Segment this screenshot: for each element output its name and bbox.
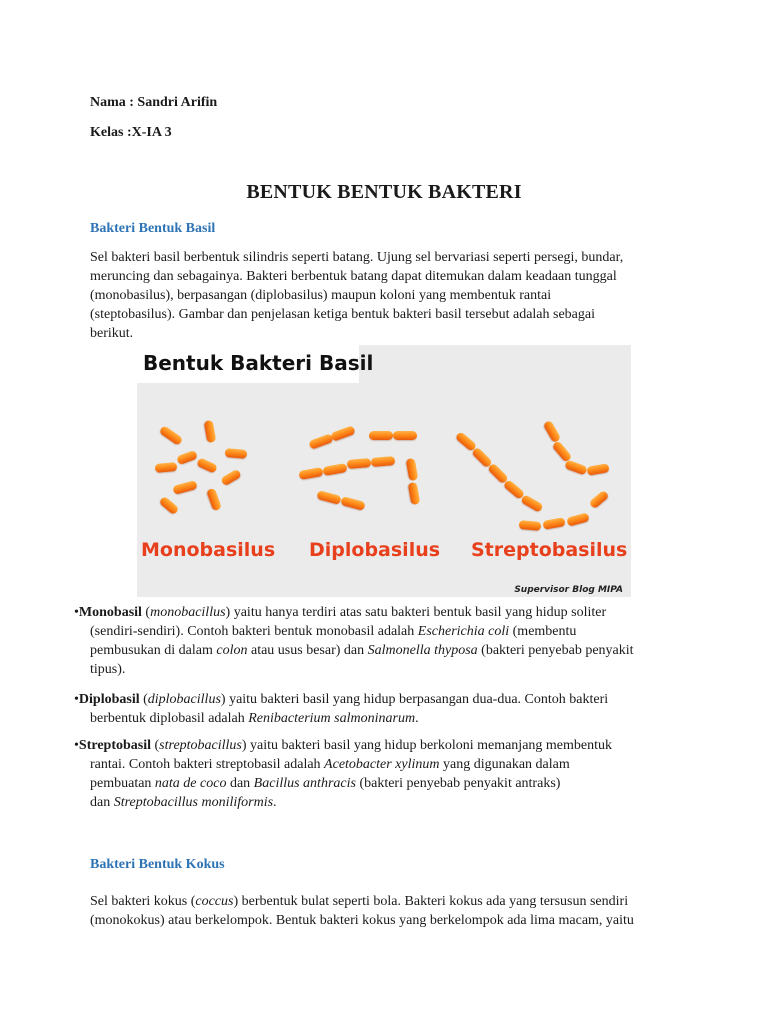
bacterium-rod <box>347 458 372 469</box>
bacterium-rod <box>369 431 393 440</box>
latin-streptobacillus: streptobacillus <box>159 738 242 753</box>
text-span: Sel bakteri kokus ( <box>90 894 196 909</box>
text-span: ) yaitu bakteri basil yang hidup berpasangan dua-dua. Contoh bakteri <box>220 692 609 707</box>
section-heading-kokus: Bakteri Bentuk Kokus <box>90 857 225 872</box>
example-name: Renibacterium salmoninarum <box>248 711 416 726</box>
example-name: Bacillus anthracis <box>253 776 356 791</box>
text-span: pembusukan di dalam <box>90 643 217 658</box>
example-name: Escherichia coli <box>417 624 510 639</box>
bacterium-rod <box>298 467 323 480</box>
bacterium-rod <box>371 456 396 467</box>
text-span: (bakteri penyebab penyakit <box>477 643 634 658</box>
bacterium-rod <box>330 425 356 442</box>
latin-monobacillus: monobacillus <box>150 605 226 620</box>
label-monobasilus: Monobasilus <box>141 539 276 561</box>
figure-credit: Supervisor Blog MIPA <box>514 585 623 595</box>
student-class: Kelas :X-IA 3 <box>90 125 172 140</box>
bacterium-rod <box>543 420 562 444</box>
bacterium-rod <box>551 440 572 463</box>
page-title: BENTUK BENTUK BAKTERI <box>246 181 522 203</box>
bullet-streptobasil: •Streptobasil (streptobacillus) yaitu bakteri basil yang hidup berkoloni memanjang membentuk rantai. Contoh bakteri streptobasil adalah Acetobacter xylinum yang digunakan dalam pembuatan nata de coco dan Bacillus anthracis (bakteri penyebab penyakit antraks) dan Streptobacillus moniliformis. <box>74 738 613 810</box>
bacterium-rod <box>155 462 178 473</box>
bacterium-rod <box>220 469 242 487</box>
paragraph-line: meruncing dan sebagainya. Bakteri berbentuk batang dapat ditemukan dalam keadaan tunggal <box>90 269 617 284</box>
bacterium-rod <box>158 496 179 516</box>
term-colon: colon <box>216 643 248 658</box>
text-span: dan <box>90 795 114 810</box>
bacterium-rod <box>519 520 542 531</box>
paragraph-line: (monokokus) atau berkelompok. Bentuk bakteri kokus yang berkelompok ada lima macam, yaitu <box>90 913 634 928</box>
bullet-monobasil: •Monobasil (monobacillus) yaitu hanya terdiri atas satu bakteri bentuk basil yang hidup soliter (sendiri-sendiri). Contoh bakteri bentuk monobasil adalah Escherichia coli (membentu pembusukan di dalam colon atau usus besar) dan Salmonella thyposa (bakteri penyebab penyakit tipus). <box>74 603 684 679</box>
bacterium-rod <box>408 482 421 505</box>
paragraph-kokus <box>90 892 680 930</box>
student-name: Nama : Sandri Arifin <box>90 95 218 110</box>
bacterium-rod <box>176 450 198 465</box>
paragraph-line: berikut. <box>90 326 134 341</box>
text-span: rantai. Contoh bakteri streptobasil adalah <box>90 757 325 772</box>
text-span: dan <box>226 776 254 791</box>
text-span: ) yaitu bakteri basil yang hidup berkoloni memanjang membentuk <box>241 738 613 753</box>
label-diplobasilus: Diplobasilus <box>309 539 441 561</box>
bacterium-rod <box>406 458 419 481</box>
text-span: ) yaitu hanya terdiri atas satu bakteri bentuk basil yang hidup soliter <box>225 605 607 620</box>
bacterium-rod <box>308 433 334 450</box>
bacteria-basil-figure <box>137 345 631 597</box>
bacterium-rod <box>316 490 342 505</box>
example-name: Salmonella thyposa <box>367 643 478 658</box>
bacterium-rod <box>172 480 198 495</box>
bacterium-rod <box>322 463 347 476</box>
text-span: (sendiri-sendiri). Contoh bakteri bentuk monobasil adalah <box>90 624 418 639</box>
section-heading-basil: Bakteri Bentuk Basil <box>90 221 216 236</box>
text-span: (bakteri penyebab penyakit antraks) <box>355 776 561 791</box>
bacterium-rod <box>564 460 588 476</box>
example-name: Streptobacillus moniliformis <box>113 795 274 810</box>
text-span: pembuatan <box>90 776 155 791</box>
paragraph-line: (steptobasilus). Gambar dan penjelasan ketiga bentuk bakteri basil tersebut adalah sebagai <box>90 307 595 322</box>
bacterium-rod <box>204 420 217 443</box>
bacterium-rod <box>340 496 366 511</box>
bullet-diplobasil: •Diplobasil (diplobacillus) yaitu bakteri basil yang hidup berpasangan dua-dua. Contoh bakteri berbentuk diplobasil adalah Renibacterium salmoninarum. <box>74 692 609 726</box>
term-coccus: coccus <box>195 894 234 909</box>
label-streptobasilus: Streptobasilus <box>471 539 628 561</box>
term-diplobasil: Diplobasil <box>78 692 140 707</box>
latin-diplobacillus: diplobacillus <box>147 692 221 707</box>
bacterium-rod <box>206 488 222 512</box>
text-span: atau usus besar) dan <box>247 643 368 658</box>
bacterium-rod <box>225 448 248 459</box>
term-streptobasil: Streptobasil <box>78 738 151 753</box>
paragraph-line: (monobasilus), berpasangan (diplobasilus) maupun koloni yang membentuk rantai <box>90 288 552 303</box>
paragraph-basil <box>90 248 680 343</box>
text-span: tipus). <box>90 662 126 677</box>
bacterium-rod <box>586 463 609 476</box>
paragraph-line <box>90 892 680 911</box>
text-span: yang digunakan dalam <box>439 757 570 772</box>
bacterium-rod <box>542 517 565 530</box>
example-name: Acetobacter xylinum <box>324 757 440 772</box>
text-span: . <box>415 711 419 726</box>
text-span: (membentu <box>509 624 577 639</box>
bacterium-rod <box>520 494 544 513</box>
text-span: berbentuk diplobasil adalah <box>90 711 249 726</box>
bacterium-rod <box>393 431 417 440</box>
term-monobasil: Monobasil <box>78 605 142 620</box>
text-span: . <box>273 795 277 810</box>
example-name: nata de coco <box>154 776 227 791</box>
figure-title: Bentuk Bakteri Basil <box>143 351 374 375</box>
bacterium-rod <box>566 512 590 526</box>
figure-title-box <box>137 345 374 383</box>
paragraph-line: Sel bakteri basil berbentuk silindris seperti batang. Ujung sel bervariasi seperti persegi, bundar, <box>90 250 624 265</box>
text-span: ) berbentuk bulat seperti bola. Bakteri kokus ada yang tersusun sendiri <box>233 894 629 909</box>
bacterium-rod <box>588 490 609 510</box>
bacterium-rod <box>196 457 218 474</box>
bacterium-rod <box>159 425 184 446</box>
